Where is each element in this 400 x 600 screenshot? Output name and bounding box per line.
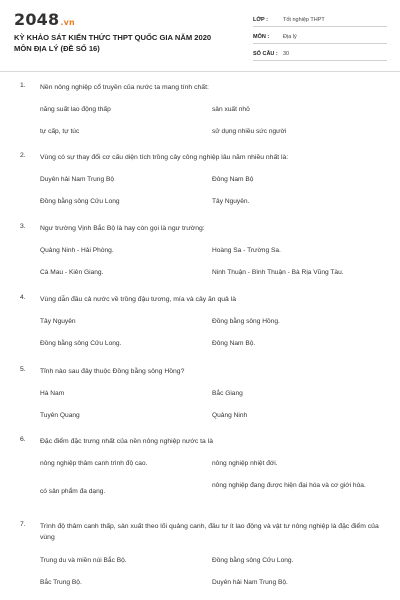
meta-key: MÔN : bbox=[253, 33, 270, 40]
option-c[interactable]: Tuyên Quang bbox=[40, 412, 80, 419]
question-text: Trình độ thâm canh thấp, sản xuất theo lối quảng canh, đầu tư ít lao động và vật tư nông nghiệp là đặc điểm của vùng bbox=[40, 523, 379, 541]
option-d[interactable]: Duyên hải Nam Trung Bộ. bbox=[212, 579, 288, 586]
exam-title-line2: MÔN ĐỊA LÝ (ĐỀ SỐ 16) bbox=[14, 44, 100, 53]
option-a[interactable]: Trung du và miền núi Bắc Bộ. bbox=[40, 557, 127, 564]
question-text: Tỉnh nào sau đây thuộc Đồng bằng sông Hồng? bbox=[40, 368, 185, 375]
option-c[interactable]: Đồng bằng sông Cửu Long. bbox=[40, 340, 122, 347]
meta-row-subject bbox=[253, 30, 387, 44]
option-a[interactable]: Tây Nguyên bbox=[40, 318, 76, 325]
site-logo[interactable] bbox=[14, 10, 75, 29]
option-c[interactable]: tự cấp, tự túc bbox=[40, 128, 80, 135]
option-d[interactable]: Đông Nam Bộ. bbox=[212, 340, 256, 347]
option-b[interactable]: sản xuất nhỏ bbox=[212, 106, 250, 113]
meta-value: Địa lý bbox=[283, 33, 297, 40]
option-d[interactable]: Quảng Ninh bbox=[212, 412, 248, 419]
option-b[interactable]: Đồng bằng sông Cửu Long. bbox=[212, 557, 294, 564]
question-number: 1. bbox=[20, 82, 26, 89]
option-c[interactable]: Đồng bằng sông Cửu Long bbox=[40, 198, 120, 205]
meta-row-class bbox=[253, 13, 387, 27]
option-a[interactable]: Hà Nam bbox=[40, 390, 65, 397]
logo-suffix: .vn bbox=[60, 18, 75, 27]
question-number: 7. bbox=[20, 521, 26, 528]
option-d[interactable]: nông nghiệp đang được hiện đại hóa và cơ giới hóa. bbox=[212, 482, 366, 489]
option-d[interactable]: sử dụng nhiều sức người bbox=[212, 128, 287, 135]
meta-key: SỐ CÂU : bbox=[253, 50, 278, 57]
question-text: Ngư trường Vịnh Bắc Bộ là hay còn gọi là ngư trường: bbox=[40, 225, 205, 232]
question-number: 2. bbox=[20, 152, 26, 159]
exam-title bbox=[14, 32, 244, 54]
question-text: Vùng dẫn đầu cả nước về trồng đậu tương, mía và cây ăn quả là bbox=[40, 296, 236, 303]
logo-text: 2048 bbox=[14, 10, 60, 29]
question-number: 6. bbox=[20, 436, 26, 443]
option-a[interactable]: Duyên hải Nam Trung Bộ bbox=[40, 176, 115, 183]
exam-title-line1: KỲ KHẢO SÁT KIẾN THỨC THPT QUỐC GIA NĂM 2020 bbox=[14, 33, 212, 42]
question-text: Nền nông nghiệp cổ truyền của nước ta mang tính chất: bbox=[40, 84, 209, 91]
question-number: 3. bbox=[20, 223, 26, 230]
option-d[interactable]: Tây Nguyên. bbox=[212, 198, 250, 205]
option-b[interactable]: Hoàng Sa - Trường Sa. bbox=[212, 247, 281, 254]
question-number: 4. bbox=[20, 294, 26, 301]
meta-key: LỚP : bbox=[253, 16, 268, 23]
exam-meta bbox=[253, 13, 387, 64]
question-text: Đặc điểm đặc trưng nhất của nền nông nghiệp nước ta là bbox=[40, 438, 214, 445]
option-a[interactable]: nông nghiệp thâm canh trình độ cao. bbox=[40, 460, 148, 467]
option-b[interactable]: Đồng bằng sông Hồng. bbox=[212, 318, 280, 325]
meta-value: Tốt nghiệp THPT bbox=[283, 16, 325, 23]
question-text: Vùng có sự thay đổi cơ cấu diện tích trồng cây công nghiệp lâu năm nhiều nhất là: bbox=[40, 154, 289, 161]
option-a[interactable]: năng suất lao động thấp bbox=[40, 106, 111, 113]
option-b[interactable]: Đông Nam Bộ bbox=[212, 176, 254, 183]
option-b[interactable]: Bắc Giang bbox=[212, 390, 243, 397]
page-header bbox=[0, 0, 400, 72]
option-b[interactable]: nông nghiệp nhiệt đới. bbox=[212, 460, 278, 467]
meta-row-count bbox=[253, 47, 387, 61]
option-c[interactable]: Cà Mau - Kiên Giang. bbox=[40, 269, 104, 276]
meta-value: 30 bbox=[283, 50, 290, 57]
option-c[interactable]: Bắc Trung Bộ. bbox=[40, 579, 82, 586]
question-number: 5. bbox=[20, 366, 26, 373]
option-d[interactable]: Ninh Thuận - Bình Thuận - Bà Rịa Vũng Tàu. bbox=[212, 269, 344, 276]
option-a[interactable]: Quảng Ninh - Hải Phòng. bbox=[40, 247, 114, 254]
option-c[interactable]: có sản phẩm đa dạng. bbox=[40, 488, 106, 495]
